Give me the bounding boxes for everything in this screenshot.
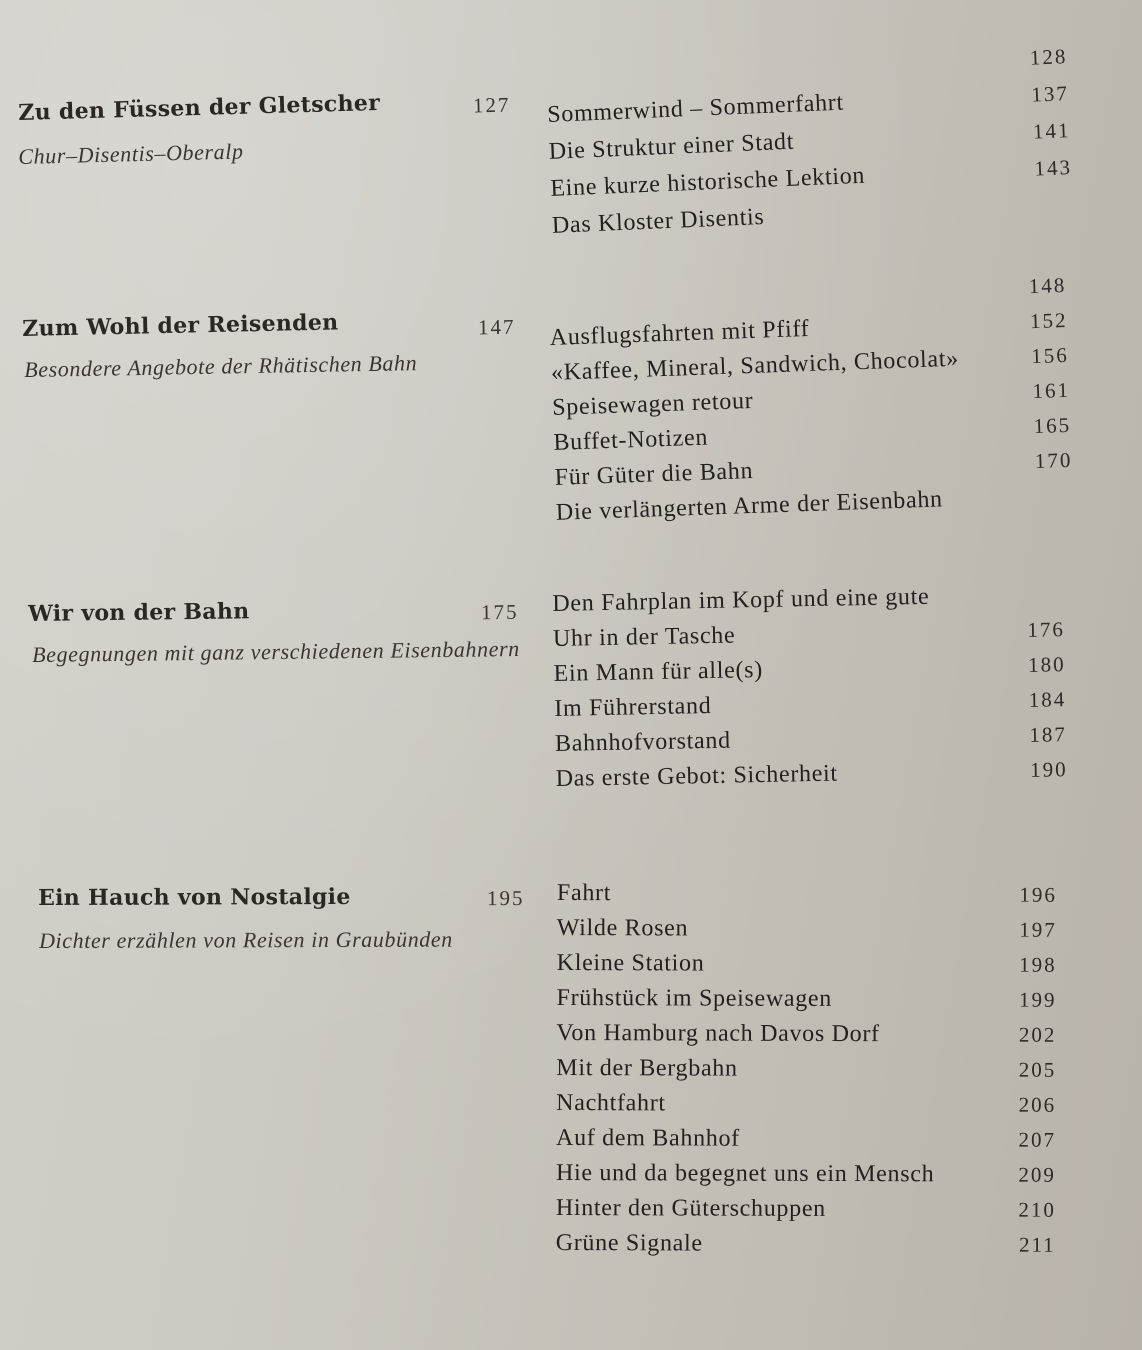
entry-page-number: 197	[1019, 917, 1057, 942]
entry-list	[552, 577, 1068, 797]
entry-page-number: 148	[1028, 272, 1067, 299]
entry-label: Buffet-Notizen	[553, 424, 709, 456]
entry-label: Im Führerstand	[554, 692, 712, 722]
section-page-number: 127	[472, 92, 511, 118]
entry-label: Für Güter die Bahn	[554, 457, 754, 491]
entry-label: Speisewagen retour	[551, 387, 754, 421]
entry-label: Das Kloster Disentis	[551, 203, 765, 239]
entry-label: Das erste Gebot: Sicherheit	[555, 760, 839, 792]
entry-page-number: 184	[1028, 687, 1067, 712]
entry-label: Fahrt	[556, 880, 612, 907]
entry-list	[548, 268, 1074, 531]
section-subtitle: Begegnungen mit ganz verschiedenen Eisenbahnern	[32, 636, 520, 667]
entry-label: Grüne Signale	[555, 1229, 703, 1257]
entry-label: Hie und da begegnet uns ein Mensch	[555, 1159, 935, 1188]
entry-label: Den Fahrplan im Kopf und eine gute	[552, 583, 930, 617]
toc-entry	[556, 1121, 1056, 1158]
entry-label: Ausflugsfahrten mit Pfiff	[549, 315, 810, 351]
entry-list	[545, 38, 1074, 245]
entry-page-number: 128	[1029, 44, 1068, 70]
entry-page-number: 180	[1027, 652, 1066, 677]
entry-page-number: 207	[1018, 1127, 1057, 1152]
section-page-number: 195	[486, 885, 525, 911]
entry-page-number: 156	[1030, 342, 1070, 369]
entry-page-number: 143	[1033, 155, 1073, 181]
entry-page-number: 190	[1029, 757, 1068, 782]
entry-page-number: 152	[1029, 307, 1068, 334]
entry-label: Nachtfahrt	[556, 1089, 666, 1117]
section-title: Zum Wohl der Reisenden	[22, 309, 339, 342]
entry-label: Frühstück im Speisewagen	[556, 984, 833, 1012]
toc-entry	[557, 876, 1057, 913]
entry-page-number: 161	[1032, 377, 1071, 404]
entry-label: Kleine Station	[556, 949, 705, 977]
toc-entry	[556, 1226, 1056, 1263]
toc-entry	[557, 946, 1057, 983]
entry-page-number: 170	[1034, 447, 1073, 474]
entry-page-number: 205	[1018, 1057, 1057, 1082]
entry-label: Bahnhofvorstand	[554, 727, 732, 757]
entry-page-number: 198	[1019, 952, 1057, 977]
entry-list	[556, 876, 1057, 1263]
toc-entry	[556, 1051, 1056, 1088]
entry-label: Hinter den Güterschuppen	[555, 1194, 826, 1222]
toc-entry	[556, 1016, 1056, 1053]
entry-label: Ein Mann für alle(s)	[553, 656, 764, 687]
entry-page-number: 209	[1018, 1162, 1057, 1187]
entry-page-number: 211	[1018, 1232, 1056, 1257]
entry-page-number: 165	[1033, 412, 1072, 439]
entry-label: Die verlängerten Arme der Eisenbahn	[555, 486, 944, 526]
entry-page-number: 196	[1019, 882, 1057, 907]
toc-entry	[556, 1191, 1056, 1228]
section-subtitle: Dichter erzählen von Reisen in Graubünden	[39, 926, 453, 953]
entry-page-number: 202	[1018, 1022, 1057, 1047]
section-subtitle: Chur–Disentis–Oberalp	[18, 138, 244, 169]
entry-page-number: 199	[1019, 987, 1057, 1012]
entry-label: Auf dem Bahnhof	[556, 1124, 740, 1152]
section-title: Zu den Füssen der Gletscher	[18, 89, 381, 126]
entry-page-number: 187	[1029, 722, 1068, 747]
toc-entry	[557, 981, 1057, 1018]
section-page-number: 175	[480, 599, 519, 625]
toc-entry	[557, 911, 1057, 948]
section-page-number: 147	[477, 314, 516, 340]
entry-page-number: 141	[1032, 118, 1071, 144]
section-title: Ein Hauch von Nostalgie	[38, 883, 351, 911]
entry-label: Die Struktur einer Stadt	[548, 128, 795, 165]
entry-label: Uhr in der Tasche	[552, 622, 736, 652]
entry-label: Von Hamburg nach Davos Dorf	[556, 1019, 880, 1048]
entry-page-number: 206	[1018, 1092, 1057, 1117]
entry-label: «Kaffee, Mineral, Sandwich, Chocolat»	[550, 345, 960, 386]
entry-label: Mit der Bergbahn	[556, 1054, 738, 1082]
entry-label: Eine kurze historische Lektion	[549, 162, 866, 202]
section-title: Wir von der Bahn	[28, 598, 250, 627]
entry-label: Sommerwind – Sommerfahrt	[546, 89, 845, 128]
entry-page-number: 176	[1027, 617, 1066, 642]
toc-entry	[556, 1086, 1056, 1123]
section-subtitle: Besondere Angebote der Rhätischen Bahn	[24, 350, 418, 382]
entry-page-number: 210	[1018, 1197, 1056, 1222]
toc-entry	[556, 1156, 1056, 1193]
entry-page-number: 137	[1030, 81, 1070, 107]
entry-label: Wilde Rosen	[556, 914, 689, 942]
